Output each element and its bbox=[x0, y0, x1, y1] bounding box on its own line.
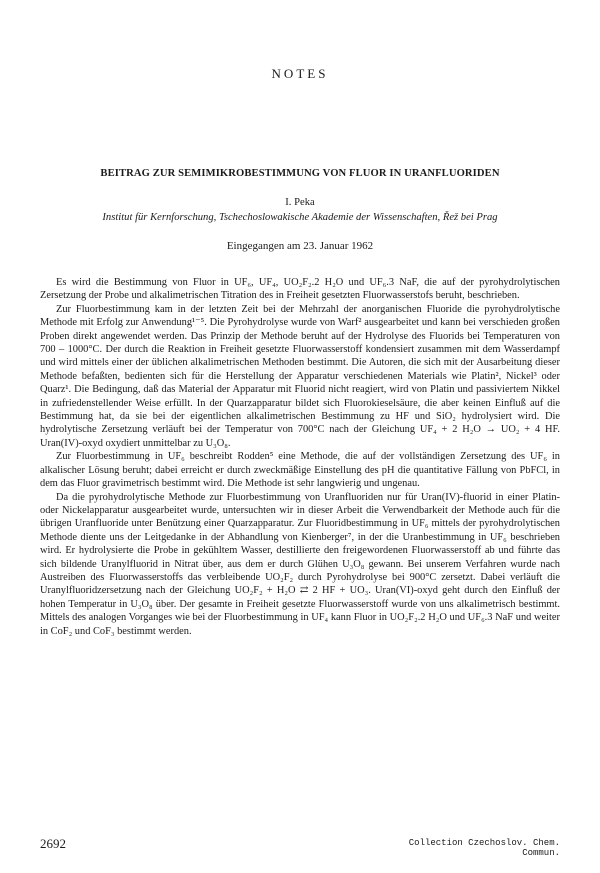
article-title: BEITRAG ZUR SEMIMIKROBESTIMMUNG VON FLUOR IN URANFLUORIDEN bbox=[100, 168, 500, 179]
received-date: Eingegangen am 23. Januar 1962 bbox=[226, 240, 374, 252]
body-paragraph-1: Zur Fluorbestimmung kam in der letzten Zeit bei der Mehrzahl der anorganischen Fluoride die pyrohydrolytische Methode mit Erfolg zur Anwendung¹⁻⁵. Die Pyrohydrolyse wurde von Warf² ausgearbeitet und kann bei verschieden großen Proben direkt angewendet werden. Das Prinzip der Methode beruht auf der Hydrolyse des Fluorids bei Temperaturen von 700 – 1000°C. Der durch die Reaktion in Freiheit gesetzte Fluorwasserstoff kondensiert zusammen mit dem Wasserdampf und wird mittels einer der üblichen alkalimetrischen Methoden bestimmt. Die Autoren, die sich mit der Ausarbeitung dieser Methode befaßten, bedienten sich für die Herstellung der Apparatur verschiedenen Materials wie Platin², Nickel³ oder Quarz¹. Die Bedingung, daß das Material der Apparatur mit Fluorid nicht reagiert, wird von Platin und passiviertem Nikkel in zufriedenstellender Weise erfüllt. In der Quarzapparatur bildet sich Fluorokieselsäure, die aber keinen Einfluß auf die Bestimmung hat, da sie bei der eigentlichen alkalimetrischen Bestimmung zu HF und SiO₂ hydrolysiert wird. Die hydrolytische Zersetzung verläuft bei der Temperatur von 700°C nach der Gleichung UF₄ + 2 H₂O → UO₂ + 4 HF. Uran(IV)-oxyd oxydiert unmittelbar zu U₃O₈. bbox=[40, 303, 560, 449]
body-paragraph-2: Zur Fluorbestimmung in UF₆ beschreibt Rodden⁵ eine Methode, die auf der vollständigen Zersetzung des UF₆ in alkalischer Lösung beruht; dabei erreicht er durch zweckmäßige Einstellung des pH die quantitative Fällung von PbFCl, in dem das Fluor gravimetrisch bestimmt wird. Die Methode ist sehr langwierig und ungenau. bbox=[40, 451, 560, 490]
article-body bbox=[40, 276, 560, 638]
abstract-paragraph: Es wird die Bestimmung von Fluor in UF₆, UF₄, UO₂F₂.2 H₂O und UF₆.3 NaF, die auf der pyrohydrolytischen Zersetzung der Probe und alkalimetrischen Titration des in Freiheit gesetzten Fluorwasserstofs beruht, beschrieben. bbox=[40, 277, 560, 302]
article-author: I. Peka bbox=[285, 197, 315, 208]
body-paragraph-3: Da die pyrohydrolytische Methode zur Fluorbestimmung von Uranfluoriden nur für Uran(IV)-fluorid in einer Platin- oder Nickelapparatur ausgearbeitet wurde, untersuchten wir in dieser Arbeit die Verwendbarkeit der Methode auch für die übrigen Uranfluoride unter Benützung einer Quarzapparatur. Zur Fluoridbestimmung in UF₆ mittels der pyrohydrolytischen Methode diente uns der Leitgedanke in der Abhandlung von Kienberger⁷, in der die Uranbestimmung in UF₆ beschrieben wird. Er hydrolysierte die Probe in gekühltem Wasser, destillierte den freigewordenen Fluorwasserstoff ab und führte das sich bildende Uranylfluorid in Nitrat über, aus dem er durch Glühen U₃O₈ gewann. Bei unserem Verfahren wurde nach Austreiben des Fluorwasserstoffs das verbleibende UO₂F₂ durch Pyrohydrolyse bei 900°C zersetzt. Dabei verläuft die Uranylfluoridzersetzung nach der Gleichung UO₂F₂ + H₂O ⇄ 2 HF + UO₃. Uran(VI)-oxyd geht durch den Einfluß der hohen Temperatur in U₃O₈ über. Der gesamte in Freiheit gesetzte Fluorwasserstoff wurde von uns alkalimetrisch bestimmt. Mittels des analogen Vorganges wie bei der Fluorbestimmung in UF₄ kann Fluor in UO₂F₂.2 H₂O und UF₆.3 NaF und weiter in CoF₂ und CoF₃ bestimmt werden. bbox=[40, 491, 560, 637]
author-affiliation: Institut für Kernforschung, Tschechoslowakische Akademie der Wissenschaften, Řež bei Prag bbox=[102, 212, 498, 223]
section-heading: NOTES bbox=[271, 66, 329, 81]
journal-name: Collection Czechoslov. Chem. Commun. bbox=[408, 838, 560, 858]
page-number: 2692 bbox=[40, 836, 66, 851]
